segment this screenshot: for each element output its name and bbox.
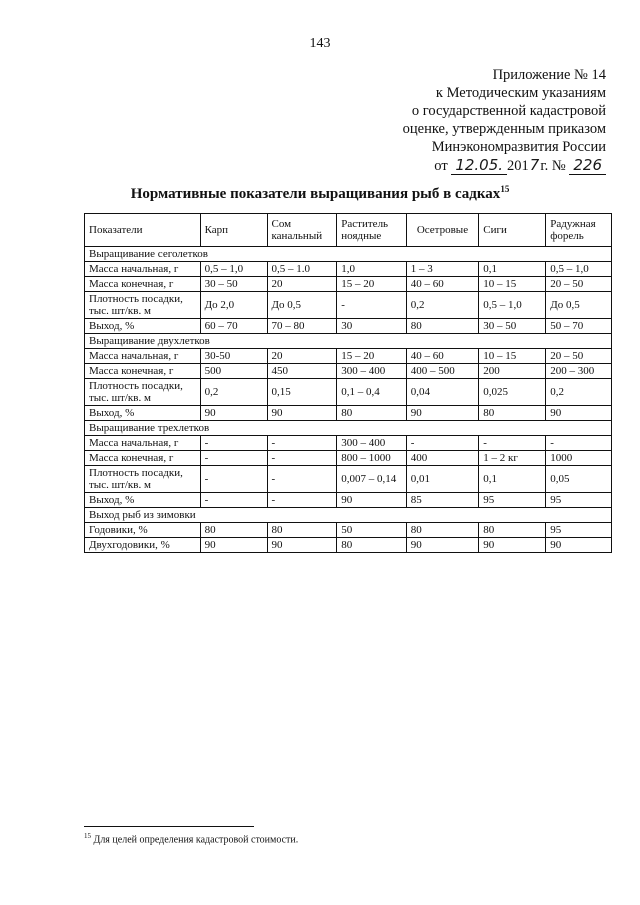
table-cell: 90 bbox=[546, 538, 612, 553]
row-label: Плотность посадки, тыс. шт/кв. м bbox=[85, 379, 201, 406]
table-cell: 80 bbox=[406, 523, 479, 538]
table-cell: 1,0 bbox=[337, 262, 406, 277]
table-row bbox=[85, 364, 612, 379]
appendix-line: о государственной кадастровой bbox=[411, 103, 606, 119]
table-cell: 40 – 60 bbox=[406, 277, 479, 292]
appendix-line: оценке, утвержденным приказом bbox=[402, 121, 606, 137]
table-row bbox=[85, 349, 612, 364]
section-header-row bbox=[85, 334, 612, 349]
table-cell: - bbox=[479, 436, 546, 451]
fish-indicators-table bbox=[84, 213, 612, 553]
handwritten-date: 12.05. bbox=[451, 156, 507, 175]
table-cell: 0,5 – 1,0 bbox=[479, 292, 546, 319]
table-body bbox=[85, 247, 612, 553]
table-cell: 30 – 50 bbox=[200, 277, 267, 292]
title-text: Нормативные показатели выращивания рыб в садках bbox=[130, 186, 501, 202]
document-title bbox=[0, 184, 640, 203]
table-cell: 15 – 20 bbox=[337, 349, 406, 364]
table-cell: 500 bbox=[200, 364, 267, 379]
row-label: Масса конечная, г bbox=[85, 364, 201, 379]
row-label: Масса начальная, г bbox=[85, 262, 201, 277]
title-footnote-ref: 15 bbox=[500, 184, 510, 194]
table-row bbox=[85, 262, 612, 277]
table-cell: 90 bbox=[406, 538, 479, 553]
header-indicators: Показатели bbox=[85, 214, 201, 247]
table-cell: 80 bbox=[200, 523, 267, 538]
table-cell: 90 bbox=[200, 406, 267, 421]
table-cell: 0,1 – 0,4 bbox=[337, 379, 406, 406]
section-title: Выращивание сеголетков bbox=[85, 247, 612, 262]
table-cell: - bbox=[200, 466, 267, 493]
appendix-header bbox=[366, 66, 606, 175]
table-cell: 90 bbox=[479, 538, 546, 553]
table-row bbox=[85, 538, 612, 553]
table-cell: 400 – 500 bbox=[406, 364, 479, 379]
handwritten-year: 7 bbox=[529, 156, 540, 174]
appendix-line: Минэкономразвития России bbox=[431, 139, 606, 155]
table-cell: 0,05 bbox=[546, 466, 612, 493]
table-cell: 0,01 bbox=[406, 466, 479, 493]
table-cell: 200 bbox=[479, 364, 546, 379]
row-label: Масса конечная, г bbox=[85, 277, 201, 292]
footnote-number: 15 bbox=[84, 832, 91, 840]
table-cell: - bbox=[200, 493, 267, 508]
table-cell: 80 bbox=[479, 406, 546, 421]
table-row bbox=[85, 451, 612, 466]
table-cell: - bbox=[267, 436, 337, 451]
table-cell: 0,15 bbox=[267, 379, 337, 406]
section-title: Выход рыб из зимовки bbox=[85, 508, 612, 523]
header-herbivorous: Раститель ноядные bbox=[337, 214, 406, 247]
section-title: Выращивание двухлетков bbox=[85, 334, 612, 349]
table-cell: 90 bbox=[337, 493, 406, 508]
table-cell: 50 bbox=[337, 523, 406, 538]
table-cell: 0,2 bbox=[406, 292, 479, 319]
table-cell: 60 – 70 bbox=[200, 319, 267, 334]
table-cell: 0,2 bbox=[546, 379, 612, 406]
section-header-row bbox=[85, 421, 612, 436]
year-printed: 201 bbox=[507, 158, 529, 174]
table-cell: 30 bbox=[337, 319, 406, 334]
header-carp: Карп bbox=[200, 214, 267, 247]
table-cell: 0,1 bbox=[479, 262, 546, 277]
table-cell: 0,025 bbox=[479, 379, 546, 406]
section-title: Выращивание трехлетков bbox=[85, 421, 612, 436]
table-cell: 15 – 20 bbox=[337, 277, 406, 292]
table-cell: 90 bbox=[406, 406, 479, 421]
table-cell: 0,5 – 1.0 bbox=[267, 262, 337, 277]
table-row bbox=[85, 436, 612, 451]
table-cell: 90 bbox=[267, 406, 337, 421]
table-row bbox=[85, 379, 612, 406]
table-row bbox=[85, 319, 612, 334]
table-header-row bbox=[85, 214, 612, 247]
table-cell: 40 – 60 bbox=[406, 349, 479, 364]
table-cell: 450 bbox=[267, 364, 337, 379]
table-row bbox=[85, 406, 612, 421]
row-label: Масса начальная, г bbox=[85, 436, 201, 451]
header-whitefish: Сиги bbox=[479, 214, 546, 247]
table-cell: - bbox=[267, 493, 337, 508]
table-cell: 90 bbox=[267, 538, 337, 553]
table-cell: 0,5 – 1,0 bbox=[546, 262, 612, 277]
table-cell: 90 bbox=[200, 538, 267, 553]
table-cell: 200 – 300 bbox=[546, 364, 612, 379]
footnote bbox=[84, 832, 298, 845]
table-cell: 1 – 3 bbox=[406, 262, 479, 277]
appendix-line: Приложение № 14 bbox=[492, 67, 606, 83]
table-cell: 50 – 70 bbox=[546, 319, 612, 334]
row-label: Масса начальная, г bbox=[85, 349, 201, 364]
table-cell: 800 – 1000 bbox=[337, 451, 406, 466]
table-cell: 20 – 50 bbox=[546, 277, 612, 292]
table-cell: 95 bbox=[546, 523, 612, 538]
footnote-text: Для целей определения кадастровой стоимости. bbox=[93, 834, 299, 846]
table-cell: 1000 bbox=[546, 451, 612, 466]
header-rainbow-trout: Радужная форель bbox=[546, 214, 612, 247]
table-cell: 80 bbox=[479, 523, 546, 538]
table-cell: 95 bbox=[479, 493, 546, 508]
table-cell: 0,007 – 0,14 bbox=[337, 466, 406, 493]
table-cell: До 0,5 bbox=[546, 292, 612, 319]
table-row bbox=[85, 493, 612, 508]
section-header-row bbox=[85, 247, 612, 262]
table-cell: 0,5 – 1,0 bbox=[200, 262, 267, 277]
row-label: Плотность посадки, тыс. шт/кв. м bbox=[85, 466, 201, 493]
table-cell: - bbox=[337, 292, 406, 319]
table-cell: 85 bbox=[406, 493, 479, 508]
table-cell: 0,2 bbox=[200, 379, 267, 406]
row-label: Двухгодовики, % bbox=[85, 538, 201, 553]
table-cell: 80 bbox=[337, 538, 406, 553]
table-cell: 95 bbox=[546, 493, 612, 508]
table-row bbox=[85, 466, 612, 493]
table-cell: 90 bbox=[546, 406, 612, 421]
table-row bbox=[85, 523, 612, 538]
table-cell: 30-50 bbox=[200, 349, 267, 364]
table-cell: 20 bbox=[267, 277, 337, 292]
table-cell: 80 bbox=[337, 406, 406, 421]
row-label: Масса конечная, г bbox=[85, 451, 201, 466]
appendix-line: к Методическим указаниям bbox=[435, 85, 606, 101]
table-row bbox=[85, 292, 612, 319]
date-prefix: от bbox=[434, 158, 448, 174]
table-cell: 0,04 bbox=[406, 379, 479, 406]
table-cell: 20 – 50 bbox=[546, 349, 612, 364]
table-cell: 0,1 bbox=[479, 466, 546, 493]
table-cell: До 0,5 bbox=[267, 292, 337, 319]
table-cell: 1 – 2 кг bbox=[479, 451, 546, 466]
header-sturgeon: Осетровые bbox=[406, 214, 479, 247]
table-cell: - bbox=[267, 451, 337, 466]
table-cell: До 2,0 bbox=[200, 292, 267, 319]
table-cell: 300 – 400 bbox=[337, 364, 406, 379]
page-number: 143 bbox=[309, 36, 331, 51]
table-cell: 300 – 400 bbox=[337, 436, 406, 451]
table-cell: 20 bbox=[267, 349, 337, 364]
header-catfish: Сом канальный bbox=[267, 214, 337, 247]
table-cell: 30 – 50 bbox=[479, 319, 546, 334]
table-cell: 10 – 15 bbox=[479, 277, 546, 292]
table-row bbox=[85, 277, 612, 292]
row-label: Годовики, % bbox=[85, 523, 201, 538]
row-label: Плотность посадки, тыс. шт/кв. м bbox=[85, 292, 201, 319]
table-cell: - bbox=[200, 436, 267, 451]
table-cell: 70 – 80 bbox=[267, 319, 337, 334]
table-cell: 80 bbox=[267, 523, 337, 538]
handwritten-order-number: 226 bbox=[569, 156, 606, 175]
table-cell: 400 bbox=[406, 451, 479, 466]
number-prefix: г. № bbox=[540, 158, 566, 174]
table-cell: - bbox=[267, 466, 337, 493]
row-label: Выход, % bbox=[85, 493, 201, 508]
table-cell: - bbox=[200, 451, 267, 466]
order-date-number bbox=[366, 156, 606, 175]
table-cell: 80 bbox=[406, 319, 479, 334]
table-cell: 10 – 15 bbox=[479, 349, 546, 364]
table-cell: - bbox=[406, 436, 479, 451]
row-label: Выход, % bbox=[85, 319, 201, 334]
row-label: Выход, % bbox=[85, 406, 201, 421]
section-header-row bbox=[85, 508, 612, 523]
footnote-divider bbox=[84, 826, 254, 827]
table-cell: - bbox=[546, 436, 612, 451]
